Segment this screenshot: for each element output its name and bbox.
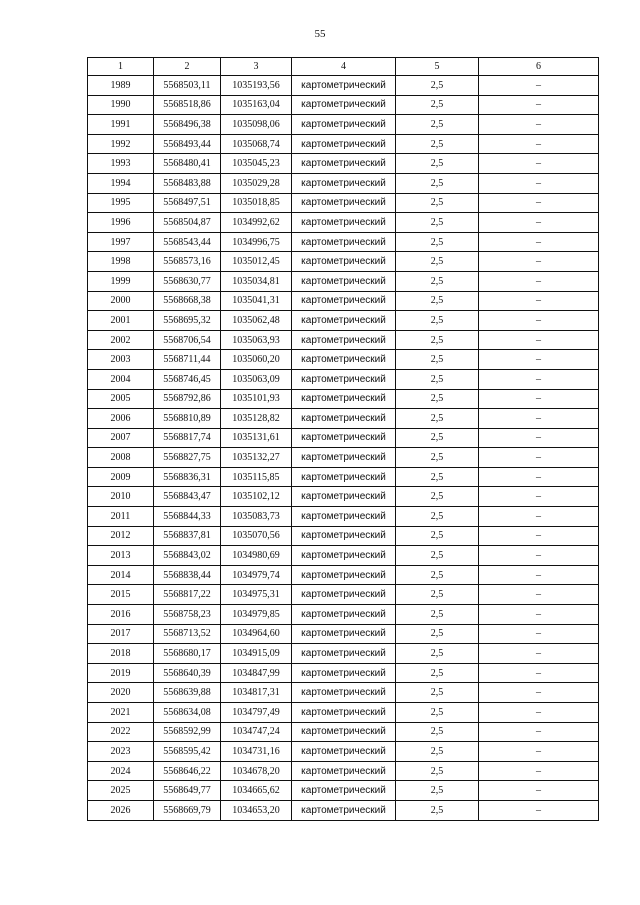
y-coordinate-cell: 1034915,09 [221,644,292,664]
accuracy-cell: 2,5 [396,507,479,527]
method-cell: картометрический [292,624,396,644]
x-coordinate-cell: 5568649,77 [154,781,221,801]
table-row [88,134,599,154]
x-coordinate-cell: 5568817,22 [154,585,221,605]
column-header: 2 [154,58,221,76]
y-coordinate-cell: 1034980,69 [221,546,292,566]
x-coordinate-cell: 5568497,51 [154,193,221,213]
accuracy-cell: 2,5 [396,644,479,664]
description-cell: – [479,761,599,781]
y-coordinate-cell: 1034653,20 [221,800,292,820]
point-number-cell: 2022 [88,722,154,742]
y-coordinate-cell: 1035029,28 [221,173,292,193]
y-coordinate-cell: 1035098,06 [221,115,292,135]
accuracy-cell: 2,5 [396,742,479,762]
point-number-cell: 2005 [88,389,154,409]
accuracy-cell: 2,5 [396,134,479,154]
x-coordinate-cell: 5568843,47 [154,487,221,507]
accuracy-cell: 2,5 [396,271,479,291]
table-row [88,252,599,272]
method-cell: картометрический [292,134,396,154]
y-coordinate-cell: 1035083,73 [221,507,292,527]
x-coordinate-cell: 5568518,86 [154,95,221,115]
x-coordinate-cell: 5568844,33 [154,507,221,527]
method-cell: картометрический [292,487,396,507]
description-cell: – [479,722,599,742]
x-coordinate-cell: 5568837,81 [154,526,221,546]
y-coordinate-cell: 1034975,31 [221,585,292,605]
accuracy-cell: 2,5 [396,624,479,644]
x-coordinate-cell: 5568592,99 [154,722,221,742]
point-number-cell: 1997 [88,232,154,252]
method-cell: картометрический [292,703,396,723]
x-coordinate-cell: 5568711,44 [154,350,221,370]
table-row [88,428,599,448]
x-coordinate-cell: 5568836,31 [154,467,221,487]
description-cell: – [479,95,599,115]
y-coordinate-cell: 1034979,85 [221,605,292,625]
table-row [88,507,599,527]
method-cell: картометрический [292,271,396,291]
point-number-cell: 1993 [88,154,154,174]
description-cell: – [479,291,599,311]
x-coordinate-cell: 5568746,45 [154,369,221,389]
method-cell: картометрический [292,76,396,96]
method-cell: картометрический [292,232,396,252]
x-coordinate-cell: 5568573,16 [154,252,221,272]
y-coordinate-cell: 1035101,93 [221,389,292,409]
x-coordinate-cell: 5568646,22 [154,761,221,781]
accuracy-cell: 2,5 [396,526,479,546]
x-coordinate-cell: 5568843,02 [154,546,221,566]
method-cell: картометрический [292,173,396,193]
description-cell: – [479,467,599,487]
method-cell: картометрический [292,291,396,311]
description-cell: – [479,232,599,252]
accuracy-cell: 2,5 [396,350,479,370]
table-row [88,193,599,213]
y-coordinate-cell: 1035193,56 [221,76,292,96]
table-row [88,154,599,174]
point-number-cell: 1999 [88,271,154,291]
column-header: 6 [479,58,599,76]
x-coordinate-cell: 5568792,86 [154,389,221,409]
description-cell: – [479,213,599,233]
x-coordinate-cell: 5568483,88 [154,173,221,193]
table-row [88,350,599,370]
accuracy-cell: 2,5 [396,115,479,135]
x-coordinate-cell: 5568496,38 [154,115,221,135]
accuracy-cell: 2,5 [396,173,479,193]
method-cell: картометрический [292,546,396,566]
description-cell: – [479,252,599,272]
x-coordinate-cell: 5568640,39 [154,663,221,683]
description-cell: – [479,663,599,683]
accuracy-cell: 2,5 [396,428,479,448]
y-coordinate-cell: 1035068,74 [221,134,292,154]
y-coordinate-cell: 1035041,31 [221,291,292,311]
method-cell: картометрический [292,683,396,703]
accuracy-cell: 2,5 [396,703,479,723]
accuracy-cell: 2,5 [396,800,479,820]
point-number-cell: 2008 [88,448,154,468]
point-number-cell: 1989 [88,76,154,96]
x-coordinate-cell: 5568493,44 [154,134,221,154]
y-coordinate-cell: 1034964,60 [221,624,292,644]
method-cell: картометрический [292,193,396,213]
table-row [88,115,599,135]
x-coordinate-cell: 5568480,41 [154,154,221,174]
description-cell: – [479,781,599,801]
table-row [88,703,599,723]
x-coordinate-cell: 5568668,38 [154,291,221,311]
description-cell: – [479,683,599,703]
description-cell: – [479,76,599,96]
table-row [88,232,599,252]
description-cell: – [479,271,599,291]
page-number: 55 [314,28,326,40]
table-body [88,76,599,821]
y-coordinate-cell: 1034979,74 [221,565,292,585]
method-cell: картометрический [292,154,396,174]
table-row [88,761,599,781]
description-cell: – [479,389,599,409]
point-number-cell: 1991 [88,115,154,135]
method-cell: картометрический [292,428,396,448]
point-number-cell: 1995 [88,193,154,213]
method-cell: картометрический [292,369,396,389]
method-cell: картометрический [292,95,396,115]
table-row [88,409,599,429]
x-coordinate-cell: 5568838,44 [154,565,221,585]
point-number-cell: 1992 [88,134,154,154]
y-coordinate-cell: 1034665,62 [221,781,292,801]
point-number-cell: 2011 [88,507,154,527]
point-number-cell: 2012 [88,526,154,546]
method-cell: картометрический [292,742,396,762]
y-coordinate-cell: 1035063,93 [221,330,292,350]
accuracy-cell: 2,5 [396,311,479,331]
method-cell: картометрический [292,350,396,370]
accuracy-cell: 2,5 [396,213,479,233]
method-cell: картометрический [292,781,396,801]
accuracy-cell: 2,5 [396,781,479,801]
description-cell: – [479,565,599,585]
description-cell: – [479,605,599,625]
x-coordinate-cell: 5568543,44 [154,232,221,252]
table-row [88,448,599,468]
x-coordinate-cell: 5568695,32 [154,311,221,331]
method-cell: картометрический [292,644,396,664]
table-row [88,467,599,487]
description-cell: – [479,585,599,605]
column-header: 3 [221,58,292,76]
accuracy-cell: 2,5 [396,683,479,703]
point-number-cell: 2003 [88,350,154,370]
point-number-cell: 2013 [88,546,154,566]
method-cell: картометрический [292,663,396,683]
description-cell: – [479,507,599,527]
x-coordinate-cell: 5568639,88 [154,683,221,703]
y-coordinate-cell: 1035012,45 [221,252,292,272]
description-cell: – [479,526,599,546]
y-coordinate-cell: 1035102,12 [221,487,292,507]
point-number-cell: 2014 [88,565,154,585]
description-cell: – [479,448,599,468]
method-cell: картометрический [292,213,396,233]
table-row [88,624,599,644]
point-number-cell: 2000 [88,291,154,311]
description-cell: – [479,350,599,370]
accuracy-cell: 2,5 [396,585,479,605]
point-number-cell: 1990 [88,95,154,115]
accuracy-cell: 2,5 [396,487,479,507]
accuracy-cell: 2,5 [396,154,479,174]
method-cell: картометрический [292,115,396,135]
description-cell: – [479,742,599,762]
table-row [88,389,599,409]
description-cell: – [479,311,599,331]
point-number-cell: 2006 [88,409,154,429]
table-row [88,173,599,193]
table-row [88,369,599,389]
y-coordinate-cell: 1035060,20 [221,350,292,370]
point-number-cell: 2019 [88,663,154,683]
method-cell: картометрический [292,585,396,605]
method-cell: картометрический [292,252,396,272]
description-cell: – [479,487,599,507]
accuracy-cell: 2,5 [396,252,479,272]
table-row [88,605,599,625]
y-coordinate-cell: 1035062,48 [221,311,292,331]
table-row [88,311,599,331]
accuracy-cell: 2,5 [396,761,479,781]
accuracy-cell: 2,5 [396,369,479,389]
point-number-cell: 2007 [88,428,154,448]
point-number-cell: 2026 [88,800,154,820]
accuracy-cell: 2,5 [396,330,479,350]
method-cell: картометрический [292,800,396,820]
point-number-cell: 2020 [88,683,154,703]
method-cell: картометрический [292,605,396,625]
table-row [88,76,599,96]
x-coordinate-cell: 5568504,87 [154,213,221,233]
point-number-cell: 2002 [88,330,154,350]
table-row [88,487,599,507]
x-coordinate-cell: 5568817,74 [154,428,221,448]
description-cell: – [479,546,599,566]
accuracy-cell: 2,5 [396,232,479,252]
method-cell: картометрический [292,311,396,331]
description-cell: – [479,624,599,644]
x-coordinate-cell: 5568713,52 [154,624,221,644]
point-number-cell: 2024 [88,761,154,781]
accuracy-cell: 2,5 [396,291,479,311]
y-coordinate-cell: 1034678,20 [221,761,292,781]
x-coordinate-cell: 5568595,42 [154,742,221,762]
accuracy-cell: 2,5 [396,722,479,742]
accuracy-cell: 2,5 [396,76,479,96]
point-number-cell: 2001 [88,311,154,331]
table-row [88,663,599,683]
accuracy-cell: 2,5 [396,448,479,468]
point-number-cell: 1996 [88,213,154,233]
point-number-cell: 1998 [88,252,154,272]
description-cell: – [479,193,599,213]
x-coordinate-cell: 5568758,23 [154,605,221,625]
y-coordinate-cell: 1034992,62 [221,213,292,233]
accuracy-cell: 2,5 [396,467,479,487]
table-row [88,683,599,703]
table-row [88,565,599,585]
column-header: 4 [292,58,396,76]
x-coordinate-cell: 5568680,17 [154,644,221,664]
description-cell: – [479,134,599,154]
accuracy-cell: 2,5 [396,663,479,683]
accuracy-cell: 2,5 [396,605,479,625]
y-coordinate-cell: 1034996,75 [221,232,292,252]
description-cell: – [479,800,599,820]
table-row [88,546,599,566]
description-cell: – [479,330,599,350]
y-coordinate-cell: 1034747,24 [221,722,292,742]
y-coordinate-cell: 1035034,81 [221,271,292,291]
point-number-cell: 2017 [88,624,154,644]
y-coordinate-cell: 1035045,23 [221,154,292,174]
description-cell: – [479,369,599,389]
description-cell: – [479,409,599,429]
method-cell: картометрический [292,467,396,487]
y-coordinate-cell: 1034847,99 [221,663,292,683]
accuracy-cell: 2,5 [396,389,479,409]
method-cell: картометрический [292,409,396,429]
method-cell: картометрический [292,565,396,585]
method-cell: картометрический [292,448,396,468]
accuracy-cell: 2,5 [396,565,479,585]
description-cell: – [479,644,599,664]
description-cell: – [479,428,599,448]
y-coordinate-cell: 1035070,56 [221,526,292,546]
table-row [88,526,599,546]
table-row [88,213,599,233]
point-number-cell: 2018 [88,644,154,664]
x-coordinate-cell: 5568630,77 [154,271,221,291]
accuracy-cell: 2,5 [396,193,479,213]
table-row [88,742,599,762]
coordinates-table [87,57,599,821]
description-cell: – [479,703,599,723]
method-cell: картометрический [292,761,396,781]
description-cell: – [479,173,599,193]
method-cell: картометрический [292,330,396,350]
point-number-cell: 2016 [88,605,154,625]
point-number-cell: 2025 [88,781,154,801]
table-row [88,95,599,115]
column-header: 5 [396,58,479,76]
description-cell: – [479,115,599,135]
y-coordinate-cell: 1035128,82 [221,409,292,429]
method-cell: картометрический [292,389,396,409]
table-row [88,585,599,605]
method-cell: картометрический [292,526,396,546]
y-coordinate-cell: 1035063,09 [221,369,292,389]
x-coordinate-cell: 5568810,89 [154,409,221,429]
accuracy-cell: 2,5 [396,546,479,566]
table-row [88,800,599,820]
table-row [88,330,599,350]
table-row [88,291,599,311]
description-cell: – [479,154,599,174]
method-cell: картометрический [292,507,396,527]
point-number-cell: 2004 [88,369,154,389]
method-cell: картометрический [292,722,396,742]
table-header-row [88,58,599,76]
table-row [88,781,599,801]
y-coordinate-cell: 1035163,04 [221,95,292,115]
y-coordinate-cell: 1035018,85 [221,193,292,213]
x-coordinate-cell: 5568706,54 [154,330,221,350]
point-number-cell: 2023 [88,742,154,762]
x-coordinate-cell: 5568669,79 [154,800,221,820]
y-coordinate-cell: 1034797,49 [221,703,292,723]
accuracy-cell: 2,5 [396,95,479,115]
column-header: 1 [88,58,154,76]
x-coordinate-cell: 5568634,08 [154,703,221,723]
table-row [88,644,599,664]
point-number-cell: 2021 [88,703,154,723]
point-number-cell: 2010 [88,487,154,507]
y-coordinate-cell: 1034731,16 [221,742,292,762]
point-number-cell: 2015 [88,585,154,605]
accuracy-cell: 2,5 [396,409,479,429]
point-number-cell: 1994 [88,173,154,193]
y-coordinate-cell: 1034817,31 [221,683,292,703]
y-coordinate-cell: 1035132,27 [221,448,292,468]
point-number-cell: 2009 [88,467,154,487]
x-coordinate-cell: 5568827,75 [154,448,221,468]
table-row [88,722,599,742]
y-coordinate-cell: 1035115,85 [221,467,292,487]
table-row [88,271,599,291]
y-coordinate-cell: 1035131,61 [221,428,292,448]
x-coordinate-cell: 5568503,11 [154,76,221,96]
